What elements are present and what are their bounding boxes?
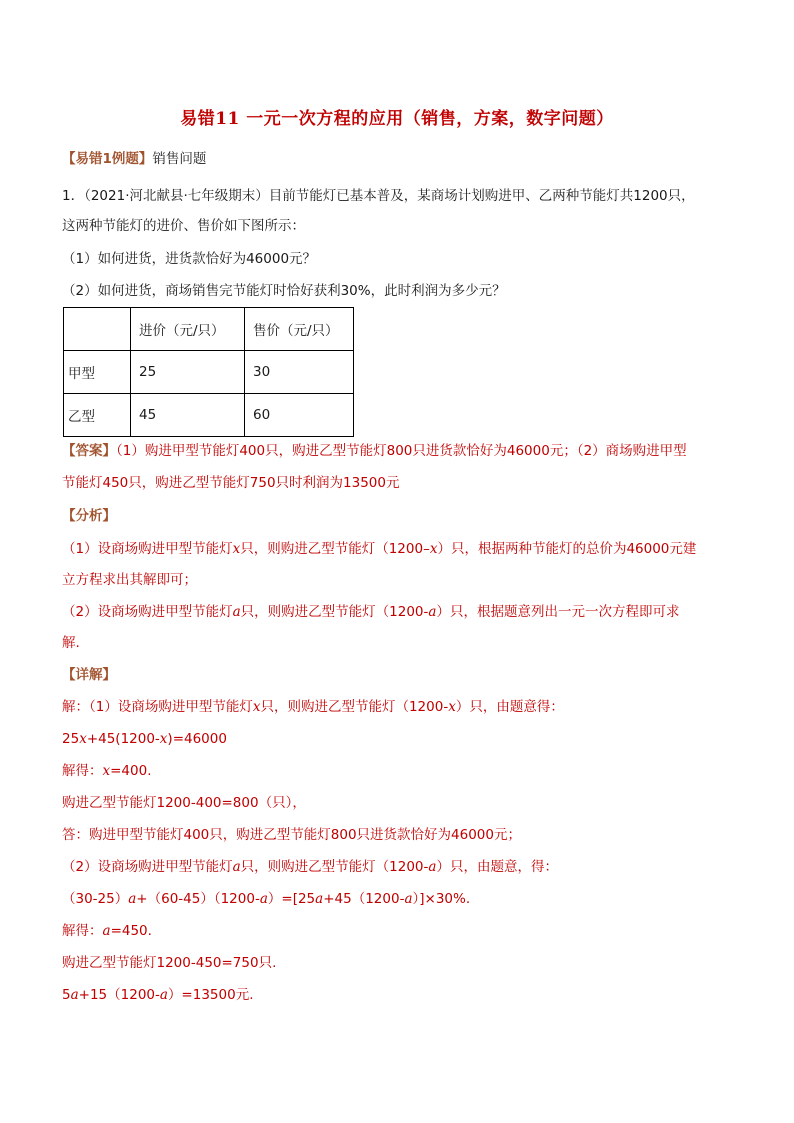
section-bracket: 【易错1例题】 — [62, 151, 153, 167]
section-heading — [62, 150, 206, 168]
detail-tag: 【详解】 — [62, 667, 116, 683]
table-cell: 45 — [131, 394, 245, 437]
detail-purchase-1: 购进乙型节能灯1200-400=800（只）， — [62, 795, 306, 811]
analysis-line-2: 立方程求出其解即可； — [62, 572, 197, 588]
detail-setup-1: 解：（1）设商场购进甲型节能灯x只，则购进乙型节能灯（1200-x）只，由题意得： — [62, 699, 564, 715]
detail-solution-1: 解得：x=400. — [62, 763, 152, 779]
table-cell: 乙型 — [64, 394, 131, 437]
table-cell: 甲型 — [64, 351, 131, 394]
table-cell: 30 — [245, 351, 354, 394]
answer-line-2: 节能灯450只，购进乙型节能灯750只时利润为13500元 — [62, 475, 400, 491]
table-cell — [64, 308, 131, 351]
detail-purchase-2: 购进乙型节能灯1200-450=750只. — [62, 955, 277, 971]
detail-profit: 5a+15（1200-a）=13500元. — [62, 987, 254, 1003]
table-row — [64, 351, 354, 394]
analysis-line-3: （2）设商场购进甲型节能灯a只，则购进乙型节能灯（1200-a）只，根据题意列出一元一次方程即可求 — [62, 604, 680, 620]
detail-setup-2: （2）设商场购进甲型节能灯a只，则购进乙型节能灯（1200-a）只，由题意，得： — [62, 859, 558, 875]
question-part-2: （2）如何进货，商场销售完节能灯时恰好获利30%，此时利润为多少元？ — [62, 283, 506, 299]
table-cell: 25 — [131, 351, 245, 394]
detail-equation-1: 25x+45(1200-x)=46000 — [62, 731, 227, 747]
table-row — [64, 394, 354, 437]
answer-tag: 【答案】 — [62, 443, 116, 459]
analysis-tag: 【分析】 — [62, 508, 116, 524]
table-header-row — [64, 308, 354, 351]
analysis-line-4: 解. — [62, 635, 80, 651]
question-line-2: 这两种节能灯的进价、售价如下图所示： — [62, 218, 305, 234]
detail-equation-2: （30-25）a+（60-45）（1200-a）=[25a+45（1200-a）]×30%. — [62, 891, 471, 907]
detail-answer-1: 答：购进甲型节能灯400只，购进乙型节能灯800只进货款恰好为46000元； — [62, 827, 521, 843]
answer-text: （1）购进甲型节能灯400只，购进乙型节能灯800只进货款恰好为46000元；（2）商场购进甲型 — [116, 443, 687, 459]
table-cell: 售价（元/只） — [245, 308, 354, 351]
section-label: 销售问题 — [152, 151, 207, 167]
table-cell: 进价（元/只） — [131, 308, 245, 351]
question-part-1: （1）如何进货，进货款恰好为46000元？ — [62, 251, 317, 267]
question-line-1: 1．（2021·河北献县·七年级期末）目前节能灯已基本普及，某商场计划购进甲、乙两种节能灯共1200只， — [62, 188, 695, 204]
detail-solution-2: 解得：a=450. — [62, 923, 152, 939]
table-cell: 60 — [245, 394, 354, 437]
analysis-line-1: （1）设商场购进甲型节能灯x只，则购进乙型节能灯（1200–x）只，根据两种节能灯的总价为46000元建 — [62, 541, 697, 557]
page-title: 易错11 一元一次方程的应用（销售，方案，数字问题） — [180, 109, 614, 129]
price-table — [63, 307, 354, 437]
answer-line-1 — [62, 442, 687, 460]
